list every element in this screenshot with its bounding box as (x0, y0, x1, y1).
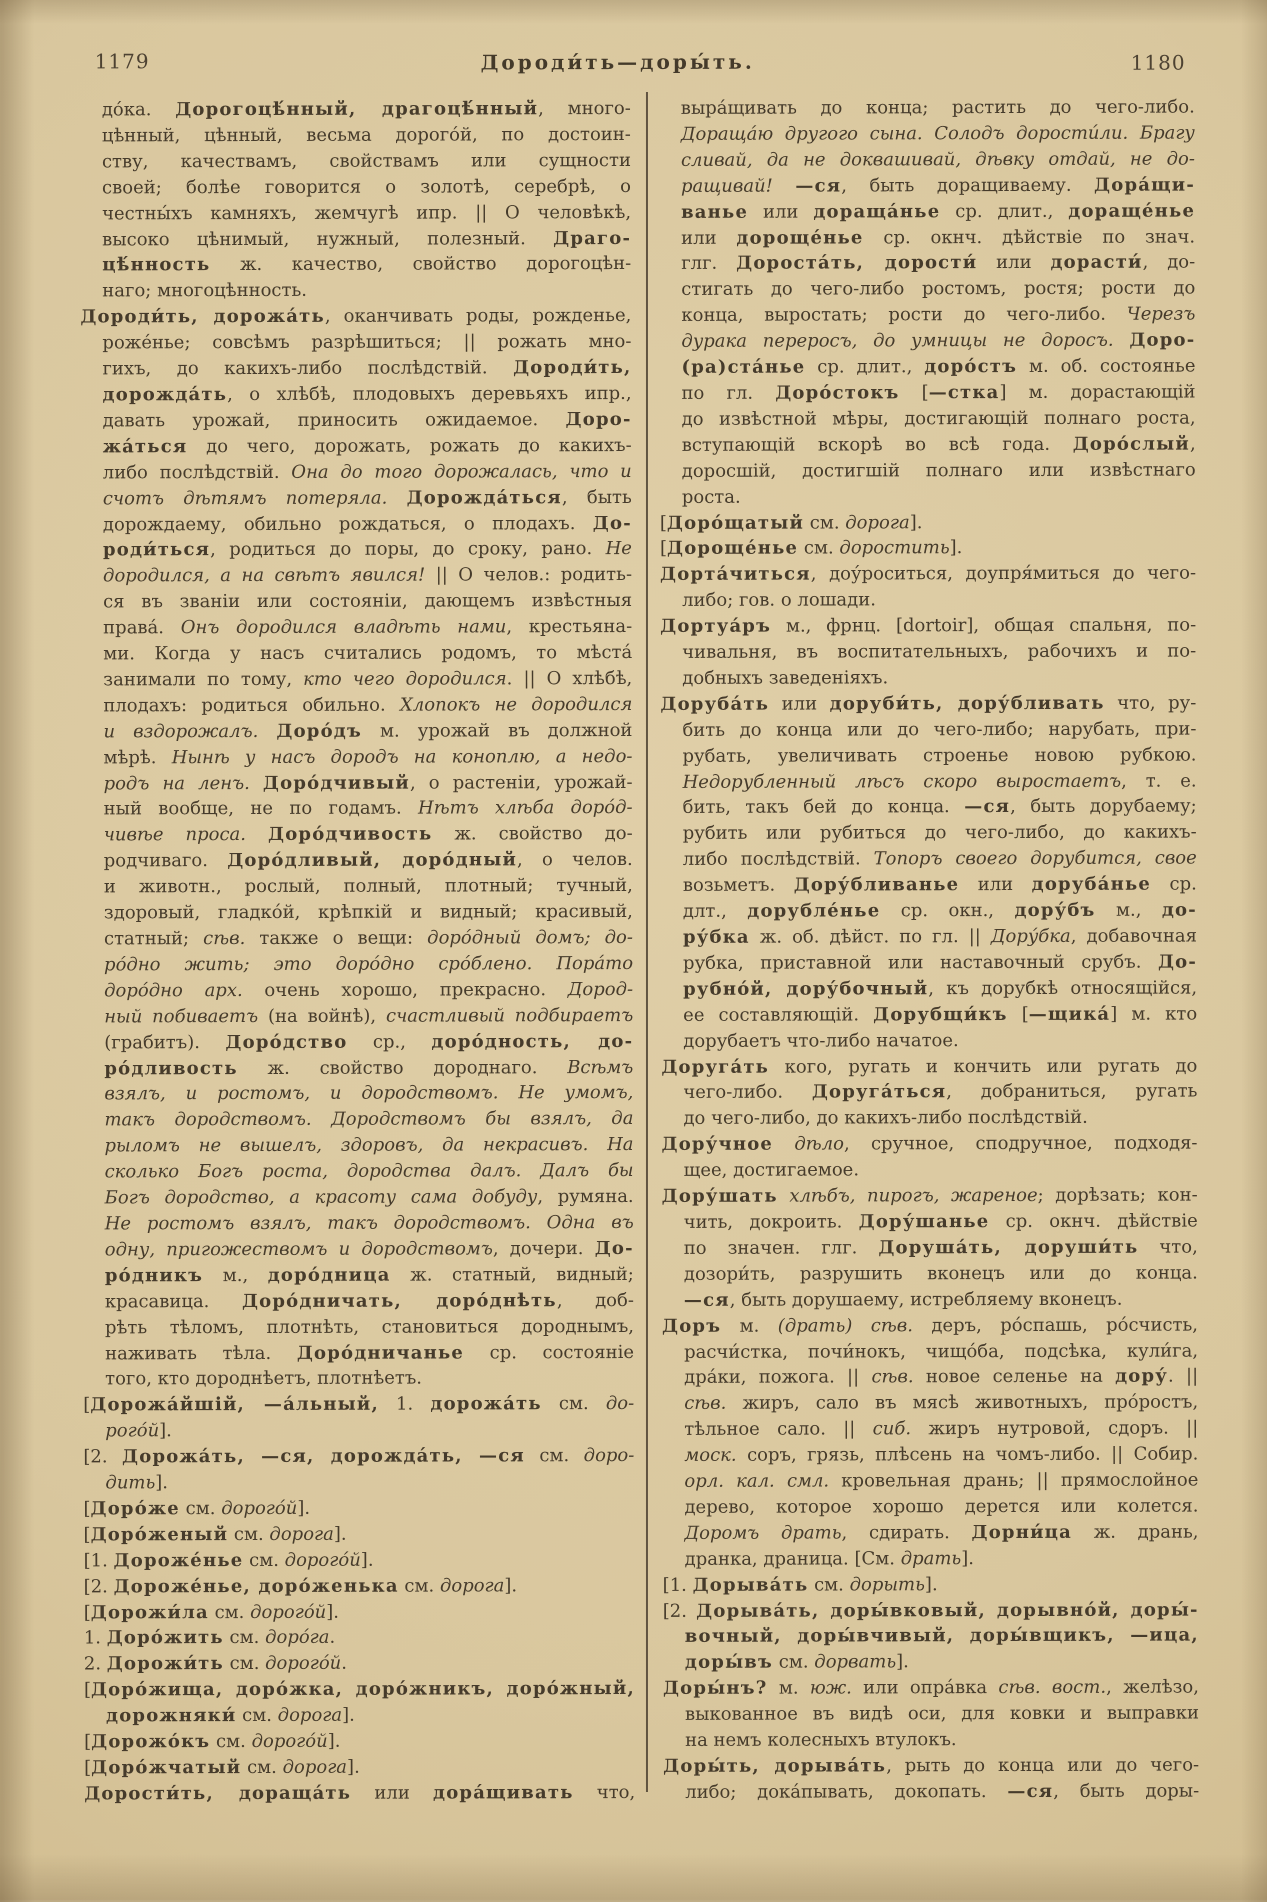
text-line: рыломъ не вышелъ, здоровъ, да некрасивъ. На (104, 1134, 634, 1157)
text-line: [Доро́женый см. дорога]. (83, 1523, 347, 1546)
text-line: такъ дородствомъ. Дородствомъ бы взялъ, да (104, 1108, 634, 1131)
text-line: наживать тѣла. Доро́дничанье ср. состояніе (105, 1341, 635, 1364)
text-line: выкованное въ видѣ оси, для ковки и выправки (684, 1702, 1200, 1726)
text-line: Дортуа́ръ м., фрнц. [dortoir], общая спальня, по- (660, 614, 1197, 638)
text-line: стигать до чего-либо ростомъ, ростя; рости до (681, 277, 1196, 301)
text-line: сѣв. жиръ, сало въ мясѣ животныхъ, про́ростъ, (684, 1391, 1199, 1415)
text-line: бить, такъ бей до конца. —ся, быть дорубаему; (682, 795, 1197, 819)
text-line: Доруба́ть или доруби́ть, дору́бливать что, ру- (660, 692, 1197, 715)
text-line: наго; многоцѣнность. (102, 280, 308, 302)
text-line: красавица. Доро́дничать, доро́днѣть, доб- (104, 1289, 634, 1313)
text-line: доросшій, достигшій полнаго или извѣстнаго (681, 459, 1196, 482)
text-line: или дороще́нье ср. окнч. дѣйствіе по знач. (681, 226, 1196, 249)
text-line: честны́хъ камняхъ, жемчугѣ ипр. || О человѣкѣ, (102, 201, 632, 225)
text-line: чивальня, въ воспитательныхъ, рабочихъ и по- (682, 640, 1197, 663)
text-line: [Доро́жища, доро́жка, доро́жникъ, доро́жный, (83, 1678, 635, 1701)
text-line: [Дорожи́ла см. дорого́й]. (83, 1601, 340, 1624)
text-line: своей; болѣе говорится о золотѣ, серебрѣ, о (101, 175, 632, 199)
text-line: либо; дока́пывать, докопать. —ся, быть доры- (685, 1780, 1200, 1803)
text-line: [Дорожа́йшій, —а́льный, 1. дорожа́ть см. до- (83, 1393, 635, 1416)
text-line: ный побиваетъ (на войнѣ), счастливый подбираетъ (104, 1004, 634, 1028)
text-line: дорожняки́ см. дорога]. (105, 1704, 355, 1727)
text-line: ся въ званіи или состояніи, дающемъ извѣстныя (103, 590, 633, 613)
text-line: сливай, да не доквашивай, дѣвку отдай, не до- (680, 148, 1195, 171)
text-line: плодахъ: родиться обильно. Хлопокъ не дородился (103, 693, 633, 717)
text-line: расчи́стка, почи́нокъ, чищо́ба, подсѣка, кули́га, (684, 1340, 1199, 1363)
text-line: Недорубленный лѣсъ скоро выростаетъ, т. е. (682, 770, 1197, 793)
text-line: либо послѣдствій. Она до того дорожалась, что и (102, 460, 632, 484)
text-line: по значен. глг. Доруша́ть, доруши́ть что, (683, 1236, 1198, 1259)
text-line: до́ка. Дорогоцѣ́нный, драгоцѣ́нный, много- (101, 98, 631, 121)
text-line: вочный, доры́вчивый, доры́вщикъ, —ица, (684, 1624, 1199, 1648)
text-line: дородился, а на свѣтъ явился! || О челов.: родить- (102, 564, 633, 587)
text-line: Дорта́читься, доу́роситься, доупря́миться до чего- (659, 562, 1197, 586)
running-title: Дороди́ть—доры́ть. (480, 49, 755, 75)
text-line: [1. Дороже́нье см. дорого́й]. (83, 1549, 374, 1572)
text-line: роста. (681, 486, 741, 508)
text-line: и животн., рослый, полный, плотный; тучный, (103, 875, 633, 898)
text-line: либо послѣдствій. Топоръ своего дорубится, свое (682, 847, 1197, 871)
text-line: ро́дно жить; это доро́дно сро́блено. Пора́то (104, 952, 634, 976)
text-line: бить до конца или до чего-либо; нарубать, при- (682, 718, 1197, 741)
text-line: [1. Дорыва́ть см. дорыть]. (662, 1573, 938, 1596)
text-line: Не ростомъ взялъ, такъ дородствомъ. Одна въ (104, 1211, 634, 1235)
text-line: Дороди́ть, дорожа́ть, оканчивать роды, рожденье, (80, 305, 632, 328)
text-line: Доры́нъ? м. юж. или опра́вка сѣв. вост., желѣзо, (662, 1676, 1199, 1700)
text-line: Доръ м. (драть) сѣв. деръ, ро́спашь, ро́счисть, (661, 1314, 1199, 1337)
text-line: взялъ, и ростомъ, и дородствомъ. Не умомъ, (104, 1082, 634, 1105)
text-line: дорожда́ть, о хлѣбѣ, плодовыхъ деревьяхъ ипр., (102, 382, 632, 406)
text-line: цѣ́нность ж. качество, свойство дорогоцѣн- (102, 253, 632, 276)
text-line: до чего-либо, до какихъ-либо послѣдствій. (683, 1107, 1088, 1130)
text-line: статный; сѣв. также о вещи: доро́дный домъ; до- (103, 927, 633, 950)
text-line: рубка, приставной или наставочный срубъ. До- (683, 951, 1198, 974)
text-line: [Дороще́нье см. доростить]. (659, 537, 963, 560)
text-line: моск. соръ, грязь, плѣсень на чомъ-либо. || Собир. (684, 1443, 1199, 1466)
text-line: ращивай! —ся, быть доращиваему. Дора́щи- (680, 174, 1196, 197)
text-line: здоровый, гладко́й, крѣпкій и видный; красивый, (103, 901, 633, 924)
text-line: роже́нье; совсѣмъ разрѣшиться; || рожать мно- (102, 331, 632, 354)
text-line: Богъ дородство, а красоту сама добуду, румяна. (104, 1186, 634, 1209)
text-line: ми. Когда у насъ считались родомъ, то мѣста́ (103, 642, 633, 665)
text-line: и вздорожалъ. Доро́дъ м. урожай въ должной (103, 719, 633, 743)
text-line: дорубаетъ что-либо начатое. (683, 1029, 959, 1052)
text-line: до извѣстной мѣры, достигающій полнаго роста, (681, 407, 1196, 430)
text-line: права́. Онъ дородился владѣть нами, крестьяна- (103, 616, 633, 639)
text-line: Дорости́ть, дораща́ть или дора́щивать что, (84, 1781, 636, 1805)
text-line: доры́въ см. дорвать]. (684, 1651, 909, 1674)
text-line: (грабитъ). Доро́дство ср., доро́дность, до- (104, 1030, 634, 1054)
text-line: счотъ дѣтямъ потеряла. Дорожда́ться, быть (102, 486, 632, 509)
text-line: мѣрѣ. Нынѣ у насъ дородъ на коноплю, а недо- (103, 745, 633, 769)
text-line: высоко цѣнимый, нужный, полезный. Драго- (102, 227, 632, 250)
text-line: родъ на ленъ. Доро́дчивый, о растеніи, урожай- (103, 771, 633, 794)
text-line: чивѣе проса. Доро́дчивость ж. свойство до- (103, 823, 633, 846)
text-line: Доры́ть, дорыва́ть, рыть до конца или до чего- (663, 1754, 1200, 1777)
text-line: ванье или дораща́нье ср. длит., дораще́нье (681, 200, 1196, 223)
text-line: [Доро́же см. дорого́й]. (83, 1497, 311, 1520)
text-line: дурака переросъ, до умницы не доросъ. Доро- (681, 329, 1196, 353)
right-column (659, 95, 1199, 1806)
text-line: дерево, которое хорошо дерется или колется. (684, 1495, 1199, 1518)
text-line: одну, пригожествомъ и дородствомъ, дочери. До- (104, 1237, 634, 1261)
text-line: конца, выростать; рости до чего-либо. Черезъ (681, 303, 1196, 327)
text-line: по гл. Доро́стокъ [—стка] м. дорастающій (681, 381, 1196, 404)
text-line: занимали по тому, кто чего дородился. || О хлѣбѣ, (103, 667, 633, 691)
left-column (80, 96, 635, 1807)
text-line: добныхъ заведеніяхъ. (682, 667, 889, 689)
text-line: [2. Дороже́нье, доро́женька см. дорога]. (83, 1574, 518, 1598)
text-line: дорождаему, обильно рождаться, о плодахъ. До- (102, 512, 632, 535)
column-divider (646, 92, 648, 1792)
text-line: ству, качествамъ, свойствамъ или сущности (101, 149, 631, 173)
text-line: рубно́й, дору́бочный, къ дорубкѣ относящійся, (683, 977, 1198, 1000)
text-line: [Доро́жчатый см. дорога]. (84, 1756, 360, 1779)
text-line: [2. Дорыва́ть, доры́вковый, дорывно́й, доры́- (662, 1599, 1199, 1622)
text-line: —ся, быть дорушаему, истребляему вконецъ. (683, 1288, 1123, 1311)
text-line: вступающій вскорѣ во всѣ года. Доро́слый, (681, 433, 1196, 456)
text-line: рубить или рубиться до чего-либо, до какихъ- (682, 821, 1197, 845)
text-line: длт., дорубле́нье ср. окн., дору́бъ м., до- (682, 899, 1197, 922)
text-line: орл. кал. смл. кровельная дрань; || прямослойное (684, 1469, 1199, 1492)
text-line: 1. Доро́жить см. доро́га. (83, 1627, 336, 1649)
text-line: щее, достигаемое. (683, 1159, 860, 1182)
text-line: [2. Дорожа́ть, —ся, дорожда́ть, —ся см. доро- (83, 1445, 635, 1468)
text-line: рубать, увеличивать строенье новою рубкою. (682, 744, 1197, 767)
page-number-left: 1179 (94, 49, 150, 74)
text-line: цѣнный, цѣнный, весьма дорого́й, по достоин- (101, 123, 631, 147)
text-line: дозори́ть, разрушить вконецъ или до конца. (683, 1262, 1198, 1285)
text-line: доро́дно арх. очень хорошо, прекрасно. Дород- (104, 978, 634, 1002)
text-line: Дору́чное дѣло, сручное, сподручное, подходя- (661, 1132, 1198, 1156)
text-line: рого́й]. (105, 1420, 172, 1442)
page-number-right: 1180 (1130, 50, 1186, 75)
text-line: чить, докроить. Дору́шанье ср. окнч. дѣйствіе (683, 1210, 1198, 1233)
text-line: тѣльное сало. || сиб. жиръ нутровой, сдоръ. || (684, 1417, 1199, 1441)
text-line: рѣть тѣломъ, плотнѣть, становиться дороднымъ, (104, 1315, 635, 1338)
text-line: ро́дникъ м., доро́дница ж. статный, видный; (104, 1263, 634, 1287)
text-line: того, кто дороднѣетъ, плотнѣетъ. (105, 1367, 423, 1390)
text-line: роди́ться, родиться до поры, до сроку, рано. Не (102, 538, 632, 561)
text-line: сколько Богъ роста, дородства далъ. Далъ бы (104, 1160, 634, 1183)
text-line: выра́щивать до конца; растить до чего-либо. (680, 96, 1195, 119)
text-line: либо; гов. о лошади. (682, 589, 876, 612)
text-line: на немъ колесныхъ втулокъ. (685, 1729, 957, 1751)
text-line: [Дорожо́къ см. дорого́й]. (84, 1730, 341, 1753)
text-line: чего-либо. Доруга́ться, добраниться, ругать (683, 1080, 1198, 1104)
text-line: дра́ки, пожога. || сѣв. новое селенье на дору́. || (684, 1365, 1199, 1389)
text-line: ру́бка ж. об. дѣйст. по гл. || Дору́бка, добавочная (682, 925, 1197, 948)
text-line: гихъ, до какихъ-либо послѣдствій. Дороди́ть, (102, 357, 632, 380)
text-line: (ра)ста́нье ср. длит., доро́стъ м. об. состоянье (681, 355, 1196, 378)
text-line: родчиваго. Доро́дливый, доро́дный, о челов. (103, 849, 633, 872)
text-line: ро́дливость ж. свойство дороднаго. Всѣмъ (104, 1056, 634, 1079)
text-line: жа́ться до чего, дорожать, рожать до какихъ- (102, 434, 632, 458)
text-line: Дору́шать хлѣбъ, пирогъ, жареное; дорѣзать; кон- (661, 1184, 1198, 1207)
text-line: давать урожай, приносить ожидаемое. Доро- (102, 408, 632, 432)
text-line: 2. Дорожи́ть см. дорого́й. (83, 1653, 348, 1675)
text-line: ный вообще, не по годамъ. Нѣтъ хлѣба доро́д- (103, 797, 633, 820)
text-line: Доруга́ть кого, ругать и кончить или ругать до (661, 1055, 1198, 1078)
text-line: ее составляющій. Дорубщи́къ [—щика́] м. кто (683, 1003, 1198, 1026)
text-line: Дораща́ю другого сына. Солодъ дорости́ли. Брагу (680, 122, 1195, 145)
text-line: [Доро́щатый см. дорога]. (659, 511, 923, 534)
text-line: Доромъ драть, сдирать. Дорни́ца ж. дрань, (684, 1521, 1199, 1544)
text-line: дить]. (105, 1472, 169, 1494)
text-line: дранка, драница. [См. драть]. (684, 1547, 974, 1570)
text-line: глг. Дороста́ть, дорости́ или дорасти́, до- (681, 251, 1196, 275)
text-line: возьметъ. Дору́бливанье или доруба́нье ср. (682, 873, 1197, 897)
